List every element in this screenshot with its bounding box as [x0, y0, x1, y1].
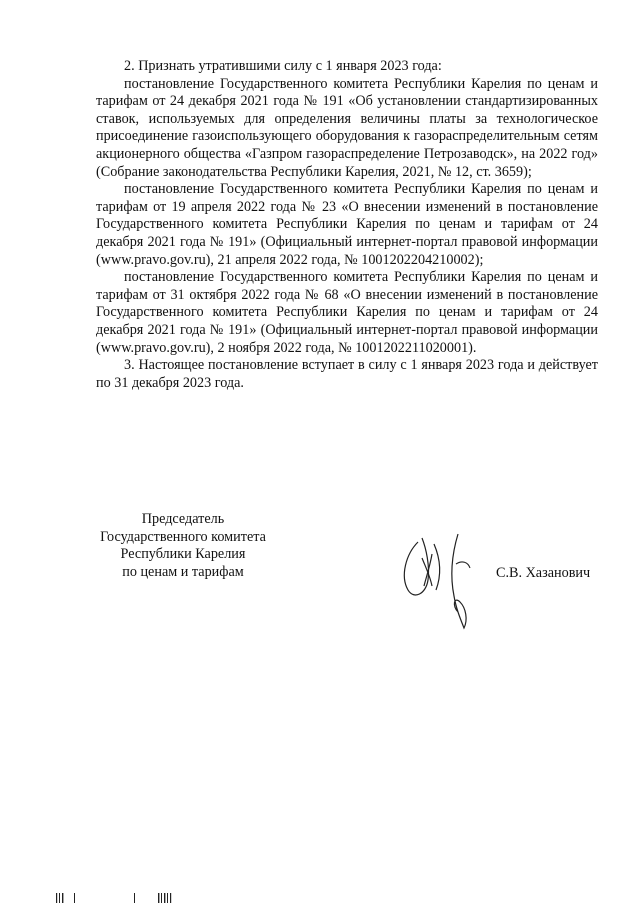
- paragraph-resolution-191: постановление Государственного комитета Республики Карелия по ценам и тарифам от 24 декабря 2021 года № 191 «Об установлении стандартизированных ставок, используемых для определения величины платы за технологическое присоединение газоиспользующего оборудования к газораспределительным сетям акционерного общества «Газпром газораспределение Петрозаводск», на 2022 год» (Собрание законодательства Республики Карелия, 2021, № 12, ст. 3659);: [96, 75, 598, 180]
- paragraph-effective-date: 3. Настоящее постановление вступает в силу с 1 января 2023 года и действует по 31 декабря 2023 года.: [96, 357, 598, 391]
- signatory-title-line: по ценам и тарифам: [122, 563, 244, 580]
- signatory-title-line: Государственного комитета: [100, 528, 266, 545]
- signer-name: С.В. Хазанович: [496, 565, 591, 581]
- signatory-title-line: Председатель: [141, 511, 225, 527]
- barcode: [54, 893, 184, 903]
- document-body: [96, 58, 598, 392]
- signatory-title: [88, 511, 278, 581]
- paragraph-repeal-heading: 2. Признать утратившими силу с 1 января 2023 года:: [124, 58, 442, 74]
- paragraph-resolution-68: постановление Государственного комитета Республики Карелия по ценам и тарифам от 31 октября 2022 года № 68 «О внесении изменений в постановление Государственного комитета Республики Карелия по ценам и тарифам от 24 декабря 2021 года № 191» (Официальный интернет-портал правовой информации (www.pravo.gov.ru), 2 ноября 2022 года, № 1001202211020001).: [96, 269, 598, 356]
- signatory-title-line: Республики Карелия: [120, 546, 246, 563]
- paragraph-resolution-23: постановление Государственного комитета Республики Карелия по ценам и тарифам от 19 апреля 2022 года № 23 «О внесении изменений в постановление Государственного комитета Республики Карелия по ценам и тарифам от 24 декабря 2021 года № 191» (Официальный интернет-портал правовой информации (www.pravo.gov.ru), 21 апреля 2022 года, № 1001202204210002);: [96, 181, 598, 268]
- handwritten-signature: [396, 524, 496, 634]
